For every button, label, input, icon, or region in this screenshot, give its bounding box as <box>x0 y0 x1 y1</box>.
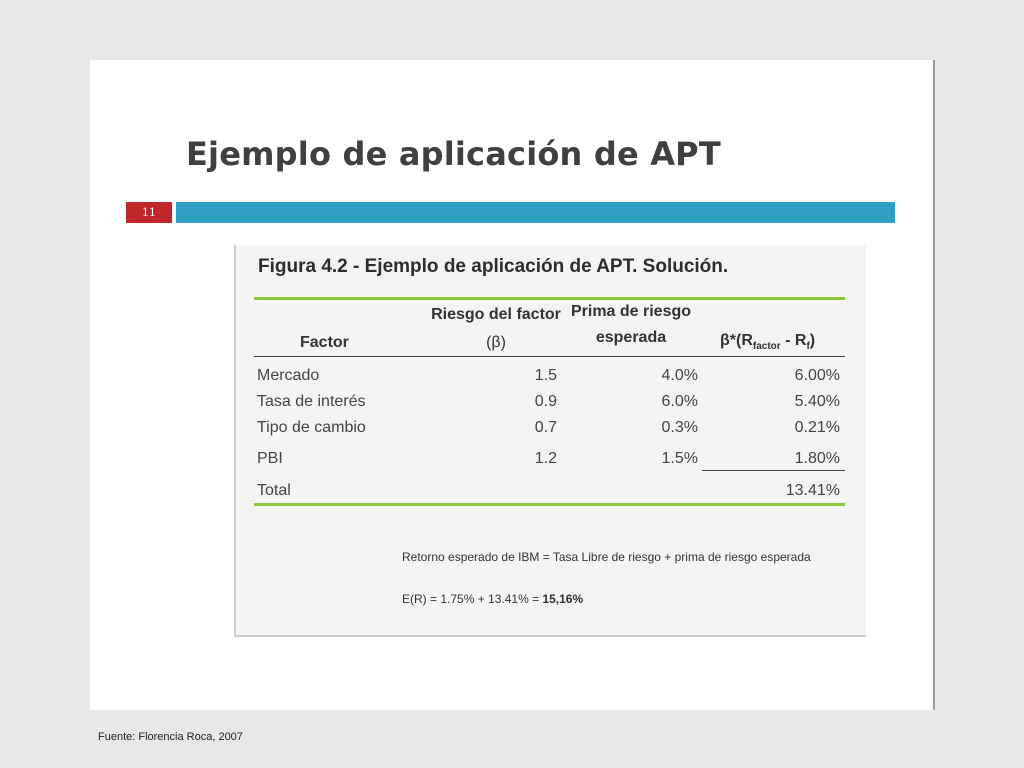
row-factor: Tipo de cambio <box>257 419 366 436</box>
header-product <box>720 329 815 359</box>
header-prima-line1: Prima de riesgo <box>570 303 692 320</box>
note-formula: Retorno esperado de IBM = Tasa Libre de riesgo + prima de riesgo esperada <box>402 550 811 564</box>
header-divider <box>254 356 845 357</box>
total-product: 13.41% <box>785 482 840 499</box>
row-beta: 1.2 <box>534 450 557 467</box>
header-prima-line2: esperada <box>595 329 667 346</box>
note-result <box>402 592 583 606</box>
page-number-badge: 11 <box>126 202 172 223</box>
row-prima: 6.0% <box>661 393 698 410</box>
source-footnote: Fuente: Florencia Roca, 2007 <box>98 731 243 743</box>
row-product: 5.40% <box>794 393 840 410</box>
row-prima: 1.5% <box>661 450 698 467</box>
header-product-sub-f: f <box>806 341 810 353</box>
note-result-value: 15,16% <box>542 592 584 606</box>
total-label: Total <box>257 482 291 499</box>
header-riesgo-line1: Riesgo del factor <box>431 306 561 323</box>
header-product-sub-factor: factor <box>752 341 781 353</box>
row-prima: 4.0% <box>661 367 698 384</box>
slide <box>90 60 933 710</box>
title-accent-bar <box>176 202 895 223</box>
slide-title: Ejemplo de aplicación de APT <box>186 135 721 173</box>
note-result-prefix: E(R) = 1.75% + 13.41% = <box>402 592 543 606</box>
row-factor: PBI <box>257 450 283 467</box>
row-beta: 1.5 <box>534 367 557 384</box>
table-bottom-rule <box>254 503 845 506</box>
row-product: 1.80% <box>794 450 840 467</box>
slide-edge <box>933 60 935 710</box>
figure-title: Figura 4.2 - Ejemplo de aplicación de APT. Solución. <box>258 256 729 277</box>
row-product: 6.00% <box>794 367 840 384</box>
row-beta: 0.7 <box>534 419 557 436</box>
row-product: 0.21% <box>794 419 840 436</box>
row-prima: 0.3% <box>661 419 698 436</box>
header-product-suffix: ) <box>809 332 816 349</box>
header-factor: Factor <box>300 334 349 351</box>
figure-panel <box>234 245 866 637</box>
row-factor: Tasa de interés <box>257 393 366 410</box>
header-product-mid: - R <box>780 332 807 349</box>
sum-line <box>702 470 845 471</box>
row-beta: 0.9 <box>534 393 557 410</box>
row-factor: Mercado <box>257 367 320 384</box>
header-product-prefix: β*(R <box>720 332 753 349</box>
table-top-rule <box>254 297 845 300</box>
header-riesgo-line2: (β) <box>486 334 506 351</box>
